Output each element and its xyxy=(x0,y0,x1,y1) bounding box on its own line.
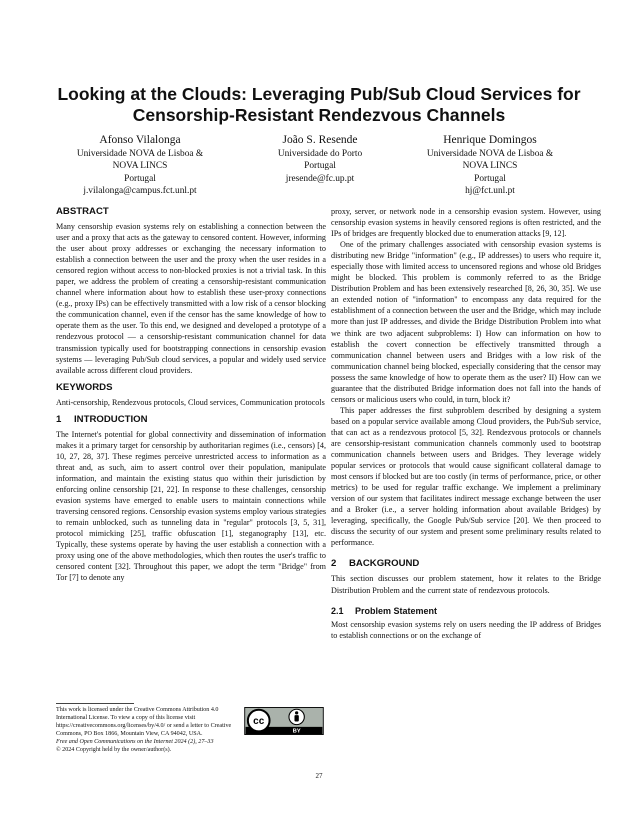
introduction-heading xyxy=(56,414,326,426)
abstract-text: Many censorship evasion systems rely on establishing a connection between the user and a proxy that acts as the gateway to censored content. However, informing the user about proxy addresses or exchanging the necessary information to establish a connection between the user and the proxy when the user resides in a censored region without access to non-blocked proxies is not a trivial task. In this paper, we address the problem of creating a censorship-resistant communication channel where information about how to establish these user-proxy connections (e.g., proxy IPs) can be effectively transmitted with a low risk of a censor blocking the communication channel, even if the censor has the same knowledge of how to operate them as the user. To this end, we designed and developed a prototype of a rendezvous protocol — a censorship-resistant communication channel for data transmission typically used for bootstrapping connections in censorship evasion systems — leveraging Pub/Sub cloud services, a popular and widely used service available across different cloud providers. xyxy=(56,222,326,375)
author-country: Portugal xyxy=(304,161,336,172)
section-title: Problem Statement xyxy=(355,605,438,616)
author-email: hj@fct.unl.pt xyxy=(465,186,515,197)
cc-badge-label: cc xyxy=(253,716,265,728)
venue-text: Free and Open Communications on the Internet 2024 (2), 27–33 xyxy=(56,739,214,746)
author-country: Portugal xyxy=(474,173,506,184)
background-text: This section discusses our problem statement, how it relates to the Bridge Distribution Problem and the current state of rendezvous protocols. xyxy=(331,574,601,595)
introduction-text: The Internet's potential for global connectivity and dissemination of information makes it a primary target for censorship by authoritarian regimes (i.e., censors) [4, 10, 27, 28, 37]. These regimes perceive unrestricted access to information as a threat and, as such, aim to assert control over their population, manipulate information, and maintain the existing status quo within their jurisdiction by enforcing online censorship [21, 22]. In response to these challenges, censorship evasion systems have emerged to enable users to maintain connections while traversing censored regions. Censorship evasion systems employ various strategies to remain unblocked, such as tunneling data in "regular" protocols [3, 5, 31], protocol mimicking [25], traffic obfuscation [1], steganography [13], etc. Typically, these systems operate by having the user establish a connection with a proxy using one of the above methodologies, which then routes the user's traffic to censored content [32]. Throughout this paper, we adopt the term "Bridge" from Tor [7] to denote any xyxy=(56,429,326,583)
page-number: 27 xyxy=(315,772,323,780)
author-affiliation: NOVA LINCS xyxy=(462,161,518,172)
author-country: Portugal xyxy=(124,173,156,184)
author-1 xyxy=(60,133,220,198)
author-2 xyxy=(240,133,400,185)
author-affiliation: Universidade do Porto xyxy=(277,149,363,159)
paragraph: This paper addresses the first subproblem described by designing a system based on a popular service available among Cloud providers, the Pub/Sub service, that can act as a rendezvous protocol [5, 32]. Rendezvous protocols or channels are censorship-resistant communication channels commonly used to bootstrap communication channels between users and Bridges. They leverage widely popular services or protocols that would cause significant collateral damage to most censors if blocked but are too costly (in terms of performance, price, or other metrics) to be used for regular traffic exchange. We implement a preliminary version of our system that facilitates indirect message exchange between the user and a Broker (i.e., a server holding information about available Bridges) by leveraging, specifically, the Google Pub/Sub service [20]. We then proceed to discuss the security of our system and present some preliminary results related to performance. xyxy=(331,405,601,548)
paper-title: Looking at the Clouds: Leveraging Pub/Sub Cloud Services for Censorship-Resistant Rendezvous Channels xyxy=(57,84,581,125)
background-heading xyxy=(331,558,601,570)
cc-by-license-icon xyxy=(242,707,326,735)
left-column xyxy=(56,206,326,583)
copyright-text: © 2024 Copyright held by the owner/author(s). xyxy=(56,747,172,754)
author-block xyxy=(20,133,618,203)
problem-statement-heading xyxy=(331,605,601,617)
keywords-text: Anti-censorship, Rendezvous protocols, Cloud services, Communication protocols xyxy=(56,397,325,407)
author-name: Henrique Domingos xyxy=(443,134,537,146)
author-email: jresende@fc.up.pt xyxy=(285,173,355,184)
section-number: 1 xyxy=(56,413,62,425)
footnote-rule xyxy=(56,703,134,704)
section-title: BACKGROUND xyxy=(349,558,420,570)
abstract-heading: ABSTRACT xyxy=(56,206,109,217)
section-number: 2.1 xyxy=(331,605,344,616)
right-column xyxy=(331,206,601,641)
by-badge-label: BY xyxy=(292,728,301,735)
author-name: Afonso Vilalonga xyxy=(99,134,181,146)
paragraph: One of the primary challenges associated with censorship evasion systems is distributing new Bridge "information" (e.g., IP addresses) to users who require it, especially those with limited access to uncensored regions and whose old Bridges might be blocked. This problem is commonly referred to as the Bridge Distribution Problem and has been extensively researched [8, 26, 30, 35]. We use an extended notion of "information" to encompass any data required for the establishment of a connection between the user and the Bridge, which may include more than just IP addresses, and divide the Bridge Distribution Problem into what we think are two adjacent subproblems: I) How can information on how to establish the covert connection be effectively transmitted through a communication channel between users and Bridges with a low risk of the communication channel being blocked, especially considering that the censor may possess the same knowledge of how to operate them as the user? II) How can we guarantee that the distributed Bridge information does not fall into the hands of censors or malicious users who could, in turn, block it? xyxy=(331,240,601,404)
author-affiliation: Universidade NOVA de Lisboa & xyxy=(76,149,204,159)
license-footnote xyxy=(56,706,326,754)
author-3 xyxy=(410,133,570,198)
section-title: INTRODUCTION xyxy=(74,413,148,425)
license-text: This work is licensed under the Creative Commons Attribution 4.0 International License. To view a copy of this license visit https://creativecommons.org/licenses/by/4.0/ or send a letter to Creative Commons, PO Box 1866, Mountain View, CA 94042, USA. xyxy=(56,707,232,738)
section-number: 2 xyxy=(331,558,337,570)
problem-statement-text: Most censorship evasion systems rely on users needing the IP address of Bridges to establish connections or on the exchange of xyxy=(331,619,601,640)
keywords-heading: KEYWORDS xyxy=(56,381,113,393)
author-affiliation: Universidade NOVA de Lisboa & xyxy=(426,149,554,159)
author-name: João S. Resende xyxy=(282,134,358,146)
author-affiliation: NOVA LINCS xyxy=(112,161,168,172)
author-email: j.vilalonga@campus.fct.unl.pt xyxy=(83,186,197,197)
paragraph: proxy, server, or network node in a censorship evasion system. However, using censorship evasion systems in heavily censored regions is often restricted, and the IPs of bridges are frequently blocked due to enumeration attacks [9, 12]. xyxy=(331,207,601,239)
